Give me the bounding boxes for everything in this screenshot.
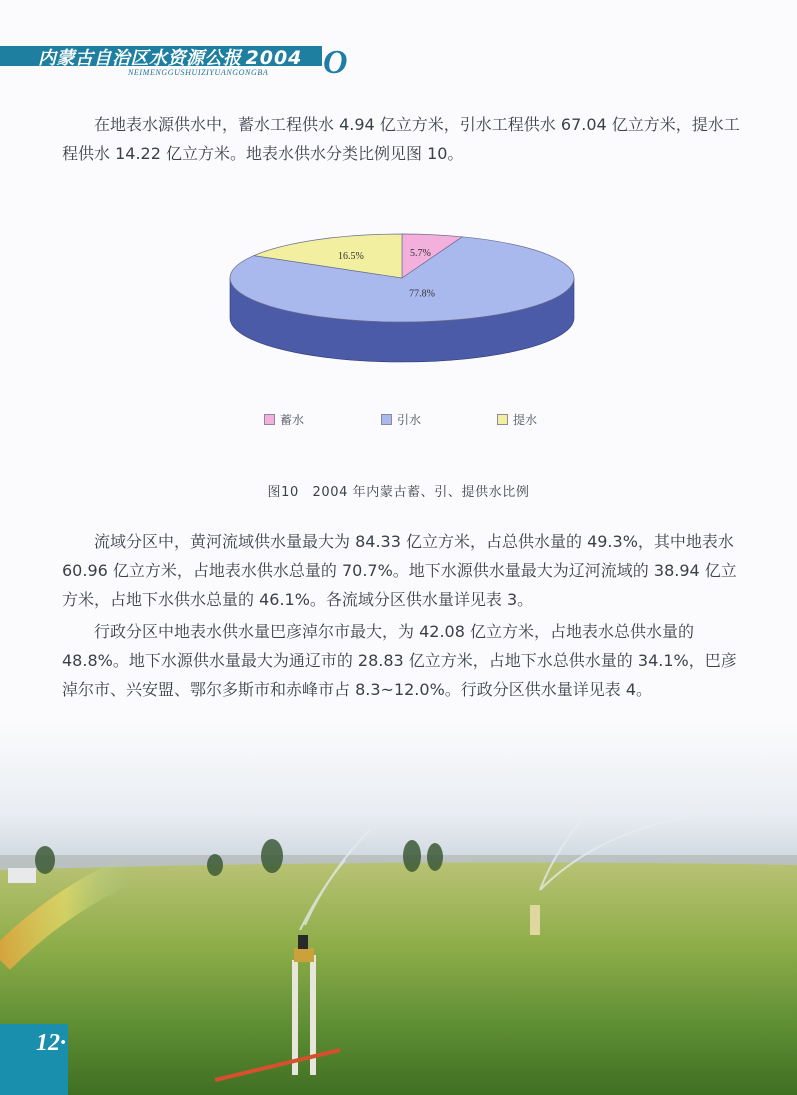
legend-swatch bbox=[497, 414, 508, 425]
pie-data-label: 5.7% bbox=[409, 248, 431, 260]
paragraph-basin: 流域分区中，黄河流域供水量最大为 84.33 亿立方米，占总供水量的 49.3%，其中地表水 60.96 亿立方米，占地表水供水总量的 70.7%。地下水源供水量最大为辽河流域的 38.94 亿立方米，占地下水供水总量的 46.1%。各流域分区供水量详见表 3。 bbox=[62, 532, 737, 609]
pie-top bbox=[230, 234, 574, 322]
legend-item-yinshui bbox=[381, 411, 421, 428]
legend-item-tishui bbox=[497, 411, 537, 428]
legend-item-xushui bbox=[264, 411, 304, 428]
page-number-text: 12 bbox=[36, 1030, 60, 1056]
header-logo: O bbox=[323, 44, 348, 81]
paragraph-surface-water: 在地表水源供水中，蓄水工程供水 4.94 亿立方米，引水工程供水 67.04 亿立方米，提水工程供水 14.22 亿立方米。地表水供水分类比例见图 10。 bbox=[62, 115, 740, 163]
legend-label: 蓄水 bbox=[280, 413, 305, 427]
pie-data-label: 16.5% bbox=[337, 251, 364, 263]
legend-label: 引水 bbox=[397, 413, 422, 427]
legend-swatch bbox=[264, 414, 275, 425]
pie-data-label: 77.8% bbox=[409, 288, 435, 300]
page-header bbox=[0, 36, 797, 86]
legend-swatch bbox=[381, 414, 392, 425]
header-title-text: 内蒙古自治区水资源公报 bbox=[38, 48, 242, 69]
header-title bbox=[38, 44, 302, 68]
header-year: 2004 bbox=[245, 47, 303, 69]
figure-caption: 图10 2004 年内蒙古蓄、引、提供水比例 bbox=[267, 485, 530, 500]
header-subtitle: NEIMENGGUSHUIZIYUANGONGBA bbox=[128, 68, 269, 77]
page-number: 12· bbox=[36, 1030, 66, 1056]
legend-label: 提水 bbox=[513, 413, 538, 427]
chart-legend bbox=[264, 411, 554, 431]
pie-chart bbox=[225, 230, 580, 365]
paragraph-administrative: 行政分区中地表水供水量巴彦淖尔市最大，为 42.08 亿立方米，占地表水总供水量的 48.8%。地下水源供水量最大为通辽市的 28.83 亿立方米，占地下水总供水量的 34.1%，巴彦淖尔市、兴安盟、鄂尔多斯市和赤峰市占 8.3~12.0%。行政分区供水量详见表 4。 bbox=[62, 622, 737, 699]
irrigation-photo bbox=[0, 720, 797, 1095]
